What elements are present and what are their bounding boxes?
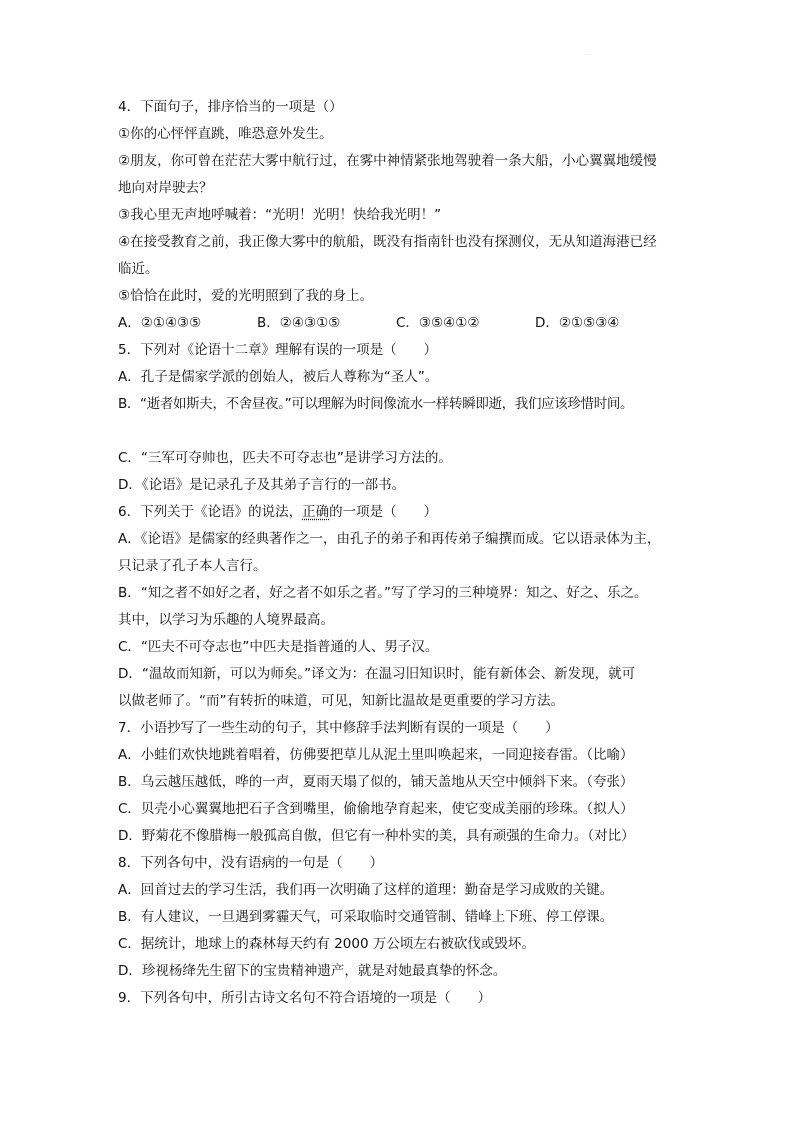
question-6-suffix: 的一项是（ ） <box>329 504 438 520</box>
question-8-option-a: A．回首过去的学习生活，我们再一次明确了这样的道理：勤奋是学习成败的关键。 <box>118 882 614 898</box>
question-8-option-b: B．有人建议，一旦遇到雾霾天气，可采取临时交通管制、错峰上下班、停工停课。 <box>118 909 614 925</box>
sentence-4-cont: 临近。 <box>118 261 159 277</box>
option-a: A．②①④③⑤ <box>118 315 202 331</box>
sentence-2: ②朋友，你可曾在茫茫大雾中航行过，在雾中神情紧张地驾驶着一条大船，小心翼翼地缓慢 <box>118 153 657 169</box>
question-6-option-b-cont: 其中，以学习为乐趣的人境界最高。 <box>118 612 334 628</box>
sentence-4: ④在接受教育之前，我正像大雾中的航船，既没有指南针也没有探测仪，无从知道海港已经 <box>118 234 657 250</box>
question-6-emphasis: 正确 <box>302 504 330 520</box>
question-6-option-b: B．“知之者不如好之者，好之者不如乐之者。”写了学习的三种境界：知之、好之、乐之。 <box>118 585 648 601</box>
option-d: D．②①⑤③④ <box>535 315 620 331</box>
question-5-option-c: C．“三军可夺帅也，匹夫不可夺志也”是讲学习方法的。 <box>118 450 452 466</box>
question-6-option-d: D．“温故而知新，可以为师矣。”译文为：在温习旧知识时，能有新体会、新发现，就可 <box>118 666 636 682</box>
question-7-stem: 7．小语抄写了一些生动的句子，其中修辞手法判断有误的一项是（ ） <box>118 720 559 736</box>
sentence-5: ⑤恰恰在此时，爱的光明照到了我的身上。 <box>118 288 374 304</box>
question-6-prefix: 6．下列关于《论语》的说法， <box>118 504 303 520</box>
question-7-option-d: D．野菊花不像腊梅一般孤高自傲，但它有一种朴实的美，具有顽强的生命力。（对比） <box>118 828 635 844</box>
question-6-option-c: C．“匹夫不可夺志也”中匹夫是指普通的人、男子汉。 <box>118 639 439 655</box>
question-5-option-d: D．《论语》是记录孔子及其弟子言行的一部书。 <box>118 477 406 493</box>
question-5-option-a: A．孔子是儒家学派的创始人，被后人尊称为“圣人”。 <box>118 369 439 385</box>
sentence-1: ①你的心怦怦直跳，唯恐意外发生。 <box>118 126 333 142</box>
question-9-stem: 9．下列各句中，所引古诗文名句不符合语境的一项是（ ） <box>118 990 492 1006</box>
question-6-option-a-cont: 只记录了孔子本人言行。 <box>118 558 267 574</box>
question-7-option-a: A．小蛙们欢快地跳着唱着，仿佛要把草儿从泥土里叫唤起来，一同迎接春雷。（比喻） <box>118 747 634 763</box>
option-c: C．③⑤④①② <box>396 315 480 331</box>
question-6-stem <box>118 499 683 526</box>
question-7-option-c: C．贝壳小心翼翼地把石子含到嘴里，偷偷地孕育起来，使它变成美丽的珍珠。（拟人） <box>118 801 634 817</box>
question-8-stem: 8．下列各句中，没有语病的一句是（ ） <box>118 855 384 871</box>
option-b: B．②④③①⑤ <box>257 315 341 331</box>
blank-gap <box>118 418 683 445</box>
question-5-option-b: B．“逝者如斯夫，不舍昼夜。”可以理解为时间像流水一样转瞬即逝，我们应该珍惜时间。 <box>118 396 634 412</box>
question-8-option-c: C．据统计，地球上的森林每天约有 2000 万公顷左右被砍伐或毁坏。 <box>118 936 535 952</box>
question-6-option-a: A．《论语》是儒家的经典著作之一，由孔子的弟子和再传弟子编撰而成。它以语录体为主， <box>118 531 661 547</box>
sentence-3: ③我心里无声地呼喊着：“光明！光明！快给我光明！” <box>118 207 442 223</box>
question-8-option-d: D．珍视杨绛先生留下的宝贵精神遗产，就是对她最真挚的怀念。 <box>118 963 507 979</box>
question-6-option-d-cont: 以做老师了。“而”有转折的味道，可见，知新比温故是更重要的学习方法。 <box>118 693 564 709</box>
question-7-option-b: B．乌云越压越低，哗的一声，夏雨天塌了似的，铺天盖地从天空中倾斜下来。（夸张） <box>118 774 634 790</box>
document-body <box>118 94 683 1012</box>
sentence-2-cont: 地向对岸驶去？ <box>118 180 213 196</box>
corner-mark: · <box>588 52 590 59</box>
question-4-options <box>118 310 683 337</box>
question-5-stem: 5．下列对《论语十二章》理解有误的一项是（ ） <box>118 342 438 358</box>
question-4-stem: 4．下面句子，排序恰当的一项是（） <box>118 99 343 115</box>
